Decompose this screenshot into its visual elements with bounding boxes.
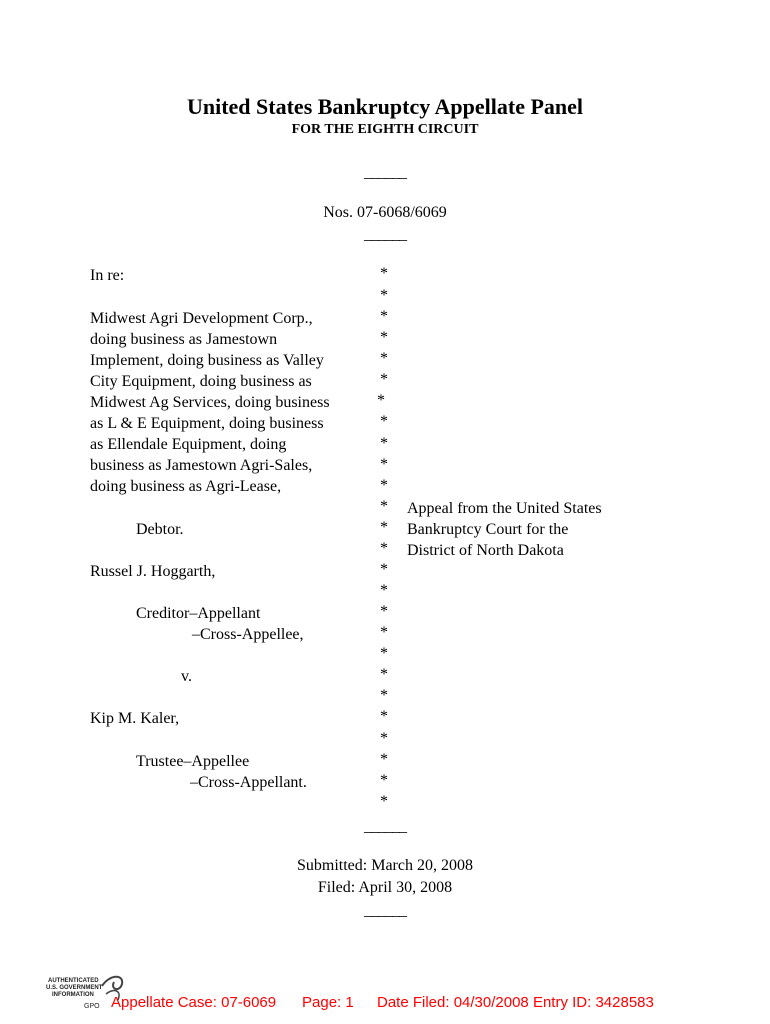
caption-star: *: [380, 350, 388, 367]
caption-star: *: [380, 287, 388, 304]
seal-text: U.S. GOVERNMENT: [46, 985, 103, 991]
appeal-line: Bankruptcy Court for the: [407, 521, 569, 538]
appeal-block: [0, 498, 602, 561]
seal-text: GPO: [84, 1003, 100, 1010]
caption-star: *: [380, 477, 388, 494]
caption-star: *: [380, 498, 388, 515]
caption-star: *: [380, 687, 388, 704]
submitted-date: Submitted: March 20, 2008: [297, 857, 473, 874]
caption-star: *: [380, 582, 388, 599]
debtor-line: Midwest Ag Services, doing business: [90, 394, 330, 411]
separator-line: ______: [364, 902, 406, 919]
versus-label: v.: [181, 668, 192, 685]
appeal-line: District of North Dakota: [407, 542, 564, 559]
trustee-role: –Cross-Appellant.: [190, 774, 307, 791]
caption-star: *: [380, 603, 388, 620]
debtor-line: business as Jamestown Agri-Sales,: [90, 457, 313, 474]
caption-star: *: [380, 624, 388, 641]
debtor-line: as L & E Equipment, doing business: [90, 415, 324, 432]
debtor-line: as Ellendale Equipment, doing: [90, 436, 287, 453]
debtor-role: Debtor.: [136, 521, 184, 538]
caption-star: *: [380, 645, 388, 662]
caption-star: *: [380, 730, 388, 747]
footer-page-number: Page: 1: [302, 994, 354, 1011]
caption-star: *: [380, 708, 388, 725]
footer-case-number: Appellate Case: 07-6069: [111, 994, 277, 1011]
separator-line: ______: [364, 164, 406, 181]
caption-star: *: [380, 456, 388, 473]
case-numbers: Nos. 07-6068/6069: [323, 204, 447, 221]
caption-star: *: [380, 540, 388, 557]
debtor-line: Implement, doing business as Valley: [90, 352, 324, 369]
caption-star: *: [380, 793, 388, 810]
seal-text: AUTHENTICATED: [48, 978, 99, 984]
caption-star: *: [380, 308, 388, 325]
caption-star: *: [380, 772, 388, 789]
caption-star: *: [380, 329, 388, 346]
debtor-line: Midwest Agri Development Corp.,: [90, 310, 313, 327]
creditor-role: Creditor–Appellant: [136, 605, 261, 622]
footer-date-entry: Date Filed: 04/30/2008 Entry ID: 3428583: [377, 994, 654, 1011]
debtor-line: doing business as Jamestown: [90, 331, 278, 348]
circuit-subtitle: FOR THE EIGHTH CIRCUIT: [291, 122, 479, 137]
debtor-block: [90, 308, 330, 497]
caption-star: *: [377, 392, 385, 409]
seal-text: INFORMATION: [52, 992, 94, 998]
caption-star: *: [380, 371, 388, 388]
creditor-role: –Cross-Appellee,: [192, 626, 304, 643]
appeal-line: Appeal from the United States: [407, 500, 602, 517]
caption-star: *: [380, 561, 388, 578]
caption-star: *: [380, 435, 388, 452]
caption-star: *: [380, 413, 388, 430]
separator-line: ______: [364, 818, 406, 835]
in-re-label: In re:: [90, 267, 125, 284]
caption-star: *: [380, 265, 388, 282]
debtor-line: City Equipment, doing business as: [90, 373, 312, 390]
caption-star: *: [380, 519, 388, 536]
caption-star: *: [380, 751, 388, 768]
panel-title: United States Bankruptcy Appellate Panel: [186, 94, 584, 119]
trustee-role: Trustee–Appellee: [136, 753, 250, 770]
separator-line: ______: [364, 226, 406, 243]
filed-date: Filed: April 30, 2008: [317, 879, 453, 896]
creditor-name: Russel J. Hoggarth,: [90, 563, 216, 580]
debtor-line: doing business as Agri-Lease,: [90, 478, 282, 495]
caption-star: *: [380, 666, 388, 683]
trustee-name: Kip M. Kaler,: [90, 710, 180, 727]
